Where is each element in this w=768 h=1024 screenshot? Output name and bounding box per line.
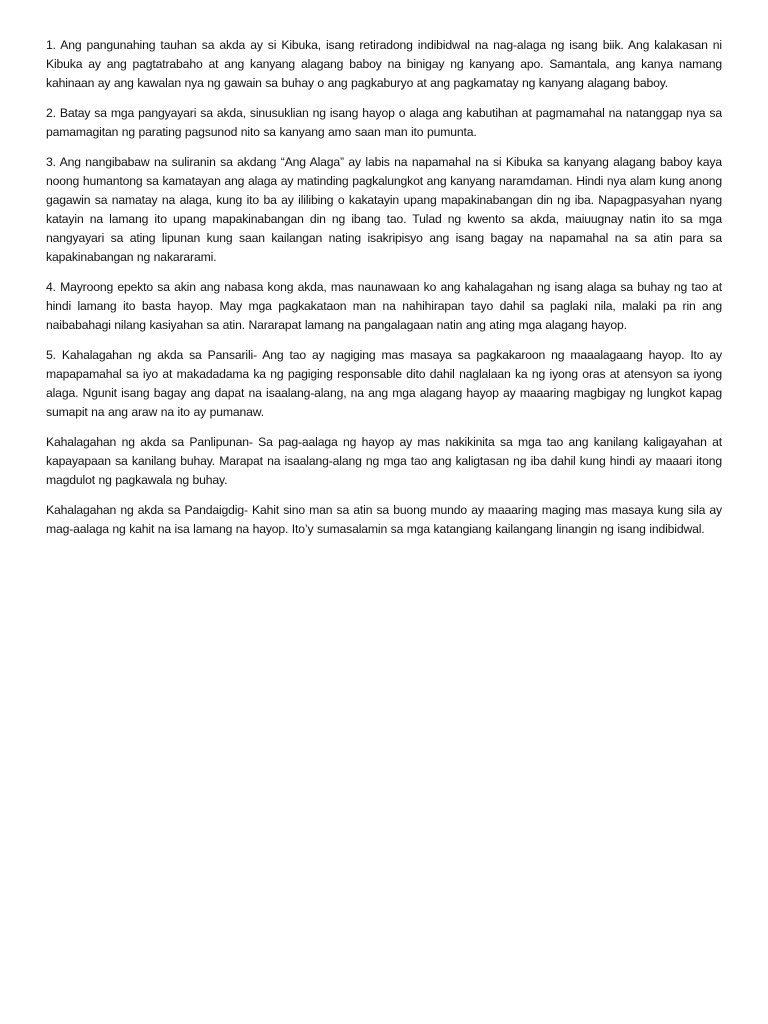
paragraph-3: 3. Ang nangibabaw na suliranin sa akdang “Ang Alaga” ay labis na napamahal na si Kibuka sa kanyang alagang baboy kaya noong humantong sa kamatayan ang alaga ay matinding pagkalungkot ang kanyang naramdaman. Hindi nya alam kung anong gagawin sa namatay na alaga, kung ito ba ay ililibing o kakatayin upang mapakinabangan din ng iba. Napagpasyahan nyang katayin na lamang ito upang mapakinabangan din ng ibang tao. Tulad ng kwento sa akda, maiuugnay natin ito sa mga nangyayari sa ating lipunan kung saan kailangan nating isakripisyo ang isang bagay na napamahal na sa atin para sa kapakinabangan ng nakararami. <box>46 155 722 264</box>
paragraph-5: 5. Kahalagahan ng akda sa Pansarili- Ang tao ay nagiging mas masaya sa pagkakaroon ng maaalagaang hayop. Ito ay mapapamahal sa iyo at makadadama ka ng pagiging responsable dito dahil naglalaan ka ng iyong oras at atensyon sa iyong alaga. Ngunit isang bagay ang dapat na isaalang-alang, na ang mga alagang hayop ay maaaring magbigay ng lungkot kapag sumapit na ang araw na ito ay pumanaw. <box>46 348 722 419</box>
paragraph-4: 4. Mayroong epekto sa akin ang nabasa kong akda, mas naunawaan ko ang kahalagahan ng isang alaga sa buhay ng tao at hindi lamang ito basta hayop. May mga pagkakataon man na nahihirapan tayo dahil sa paglaki nila, malaki pa rin ang naibabahagi nilang kasiyahan sa atin. Nararapat lamang na pangalagaan natin ang ating mga alagang hayop. <box>46 280 722 332</box>
paragraph-pandaigdig: Kahalagahan ng akda sa Pandaigdig- Kahit sino man sa atin sa buong mundo ay maaaring maging mas masaya kung sila ay mag-aalaga ng kahit na isa lamang na hayop. Ito’y sumasalamin sa mga katangiang kailangang linangin ng isang indibidwal. <box>46 503 722 536</box>
paragraph-1: 1. Ang pangunahing tauhan sa akda ay si Kibuka, isang retiradong indibidwal na nag-alaga ng isang biik. Ang kalakasan ni Kibuka ay ang pagtatrabaho at ang kanyang alagang baboy na binigay ng kanyang apo. Samantala, ang kanya namang kahinaan ay ang kawalan nya ng gawain sa buhay o ang pagkaburyo at ang pagkamatay ng kanyang alagang baboy. <box>46 38 722 90</box>
paragraph-panlipunan: Kahalagahan ng akda sa Panlipunan- Sa pag-aalaga ng hayop ay mas nakikinita sa mga tao ang kanilang kaligayahan at kapayapaan sa kanilang buhay. Marapat na isaalang-alang ng mga tao ang kaligtasan ng iba dahil kung hindi ay maaari itong magdulot ng pagkawala ng buhay. <box>46 435 722 487</box>
paragraph-2: 2. Batay sa mga pangyayari sa akda, sinusuklian ng isang hayop o alaga ang kabutihan at pagmamahal na natanggap nya sa pamamagitan ng parating pagsunod nito sa kanyang amo saan man ito pumunta. <box>46 106 722 139</box>
